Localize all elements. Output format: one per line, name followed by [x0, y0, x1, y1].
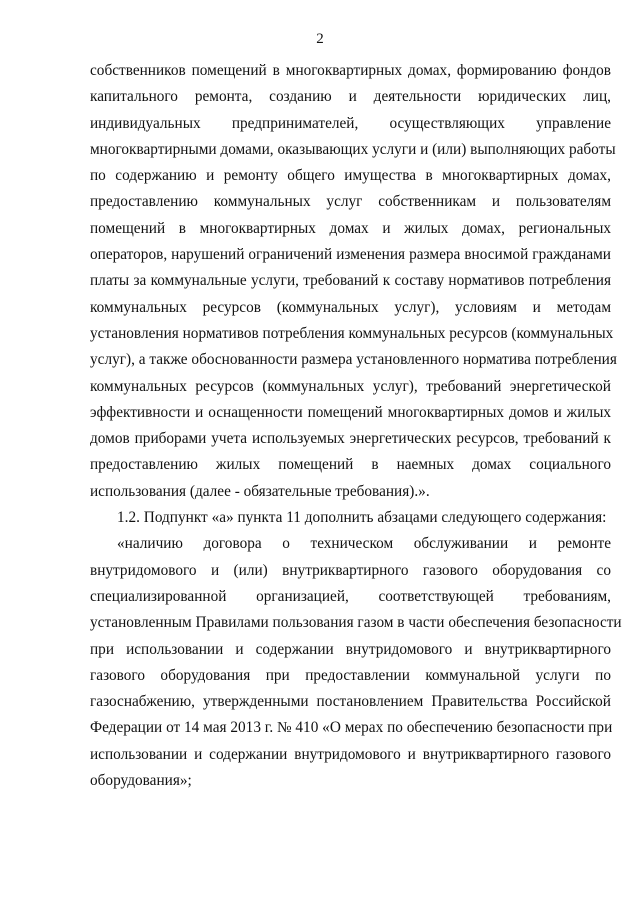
- text-line: коммунальных ресурсов (коммунальных услуг), требований энергетической: [90, 377, 611, 395]
- text-line: 1.2. Подпункт «а» пункта 11 дополнить абзацами следующего содержания:: [117, 509, 607, 527]
- text-line: установления нормативов потребления коммунальных ресурсов (коммунальных: [90, 324, 614, 342]
- text-line: использования (далее - обязательные требования).».: [90, 482, 430, 500]
- text-line: газоснабжению, утвержденными постановлением Правительства Российской: [90, 693, 611, 711]
- text-line: предоставлению коммунальных услуг собственникам и пользователям: [90, 193, 611, 211]
- text-line: собственников помещений в многоквартирных домах, формированию фондов: [90, 62, 611, 79]
- text-line: многоквартирными домами, оказывающих услуги и (или) выполняющих работы: [90, 140, 616, 158]
- text-line: эффективности и оснащенности помещений многоквартирных домов и жилых: [90, 403, 611, 421]
- paragraph: [90, 58, 617, 505]
- text-line: газового оборудования при предоставлении коммунальной услуги по: [90, 666, 611, 684]
- document-body: [90, 58, 622, 794]
- text-line: установленным Правилами пользования газом в части обеспечения безопасности: [90, 614, 622, 632]
- text-line: предоставлению жилых помещений в наемных домах социального: [90, 456, 611, 474]
- paragraph: [90, 531, 622, 794]
- text-line: по содержанию и ремонту общего имущества в многоквартирных домах,: [90, 167, 611, 185]
- paragraph: [90, 505, 611, 531]
- text-line: домов приборами учета используемых энергетических ресурсов, требований к: [90, 430, 611, 448]
- text-line: Федерации от 14 мая 2013 г. № 410 «О мерах по обеспечению безопасности при: [90, 719, 613, 737]
- text-line: услуг), а также обоснованности размера установленного норматива потребления: [90, 351, 617, 369]
- text-line: «наличию договора о техническом обслуживании и ремонте: [117, 535, 611, 553]
- text-line: при использовании и содержании внутридомового и внутриквартирного: [90, 640, 611, 658]
- text-line: оборудования»;: [90, 772, 192, 790]
- text-line: использовании и содержании внутридомового и внутриквартирного газового: [90, 745, 611, 763]
- text-line: капитального ремонта, созданию и деятельности юридических лиц,: [90, 88, 611, 106]
- text-line: платы за коммунальные услуги, требований к составу нормативов потребления: [90, 272, 611, 290]
- text-line: коммунальных ресурсов (коммунальных услуг), условиям и методам: [90, 298, 611, 316]
- text-line: специализированной организацией, соответствующей требованиям,: [90, 587, 611, 605]
- page-number: 2: [316, 31, 324, 47]
- text-line: индивидуальных предпринимателей, осуществляющих управление: [90, 114, 611, 132]
- text-line: операторов, нарушений ограничений изменения размера вносимой гражданами: [90, 246, 611, 264]
- text-line: внутридомового и (или) внутриквартирного газового оборудования со: [90, 561, 611, 579]
- text-line: помещений в многоквартирных домах и жилых домах, региональных: [90, 219, 611, 237]
